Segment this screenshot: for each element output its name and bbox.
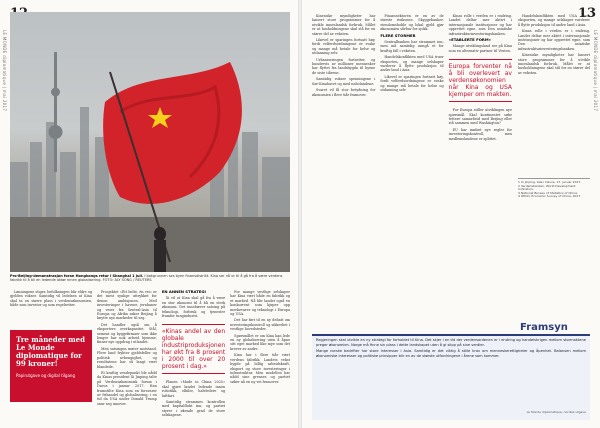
paragraph: Sentralbanken har strammet inn, men må samtidig unngå et for kraftig fall i veksten. — [380, 40, 444, 53]
left-col-4 — [230, 290, 290, 420]
right-col-4-wrap — [518, 14, 590, 174]
paragraph: Spørsmålet er om Kina kan lede en ny globalisering uten å åpne sitt eget marked like mye som det krever av andre. — [230, 333, 290, 351]
paragraph: Regjeringen skal utvikle en ny strategi for forholdet til Kina. Det skjer i en tid der verdensordenen er i endring og handelskrigen mellom stormaktene preger økonomien. Norge må finne sin plass i dette landskapet uten å gi slipp på sine verdier. — [316, 338, 586, 347]
paragraph: Kina har i flere tiår vært verdens fabrikk. Landets vekst bygde på billig arbeidskraft, eksport og store investeringer i infrastruktur. Men modellen har nådd sine grenser, og partiet søker nå en ny vei framover. — [230, 353, 290, 384]
paragraph: Mange norske bedrifter har store interesser i Asia. Samtidig er det viktig å stille krav om menneskerettigheter og åpenhet. Balansen mellom økonomiske interesser og politiske prinsipper blir en av de største utfordringene i årene som kommer. — [316, 349, 586, 358]
framsyn-heading: Framsyn — [520, 322, 568, 333]
paragraph: Xi vil at Kina skal gå fra å være en stor økonomi til å bli en sterk økonomi. Det innebærer satsing på teknologi, forbruk og tjenester framfor tungindustri. — [161, 296, 226, 319]
framsyn-signature: Le Monde diplomatique, nordisk utgave — [526, 410, 586, 414]
right-col-1 — [312, 14, 375, 324]
footnote: 2 Verdensbanken, World Development Indicators. — [518, 183, 576, 192]
paragraph: Samtidig strammes kontrollen med kapitalflukt inn, og partiet styrer i økende grad de store selskapene. — [161, 400, 226, 418]
side-label-left: LE MONDE diplomatique | mai 2017 — [2, 30, 7, 112]
subheading: «ETABLERTE FORM» — [448, 37, 492, 43]
paragraph: Kinas rolle i verden er i endring. Landet deltar mer aktivt i internasjonale institusjoner og har opprettet egne, som Den asiatiske infrastrukturinvesteringsbanken. — [448, 14, 512, 36]
paragraph: Likevel er sparingen fortsatt høy, fordi velferdsordningene er svake og mange må betale for helse og utdanning selv. — [312, 38, 376, 56]
paragraph: Svaret vil få stor betydning for økonomien i flere tiår framover. — [312, 88, 376, 97]
pull-quote-left: «Kinas andel av den globale industriproduksjonen har økt fra 8 prosent i 2000 til over 20 prosent i dag.» — [162, 324, 225, 374]
left-col-1 — [10, 290, 92, 328]
paragraph: For mange vestlige selskaper har Kina vært både en fabrikk og et marked. Nå blir landet også en konkurrent som kjøper opp merkevarer og teknologi i Europa og USA. — [230, 290, 290, 317]
paragraph: Lønningene stiger, befolkningen blir eldre og gjelden vokser. Samtidig vil ledelsen at Kina skal ta en større plass i verdensøkonomien, både som investor og som regelsetter. — [10, 290, 92, 308]
right-columns — [312, 14, 512, 324]
photo-caption — [10, 274, 290, 282]
ad-title[interactable]: Tre måneder med Le Monde diplomatique for 99 kroner! — [16, 335, 85, 368]
paragraph: Planen «Made in China 2025» skal gjøre landet ledende innen robotikk, elbiler, halvledere og luftfart. — [161, 380, 226, 398]
left-col-1-wrap — [10, 290, 92, 328]
paragraph: For Europa stiller utviklingen nye spørsmål. Skal kontinentet søke tettere samarbeid med Beijing eller stå sammen med Washington? — [448, 108, 512, 126]
feature-photo — [10, 12, 290, 272]
footnote: 1 Xi Jinping, tale i Davos, 17. januar 2017. — [518, 180, 582, 184]
footnote: 3 National Bureau of Statistics of China. — [518, 190, 578, 195]
paragraph: Det handler også om å eksportere overkapasitet. Stål, sement og byggefirmaer som ikke lenger har nok arbeid hjemme, finner nye oppdrag i utlandet. — [97, 322, 157, 345]
side-label-right: LE MONDE diplomatique | mai 2017 — [593, 30, 598, 112]
caption-bold: Pro-Beijing-demonstrasjon foran Hongkongs retur i Shanghai 1 juli. — [10, 274, 144, 278]
left-page — [0, 0, 298, 428]
paragraph: Urbaniseringen fortsetter, og hundrevis av millioner mennesker har flyttet fra landsbygda til byene de siste tiårene. — [312, 57, 376, 75]
right-col-3 — [449, 14, 512, 324]
skyline-flag-illustration — [10, 12, 290, 272]
paragraph: Men satsingen møter motstand. Flere land frykter gjeldsfeller og politisk avhengighet, og resultatene har så langt vært blandede. — [97, 346, 157, 369]
paragraph: Handelskonflikten med USA truer eksporten, og mange selskaper vurderer å flytte produksjon til andre land i Asia. — [380, 55, 444, 73]
paragraph: Kinesiske myndigheter har lansert store programmer for å utvikle innenlandsk forbruk. Målet er at husholdningene skal stå for en større del av veksten. — [518, 53, 590, 75]
right-col-2 — [380, 14, 443, 324]
paragraph: Handelskonflikten med USA truer eksporten, og mange selskaper vurderer å flytte produksjon til andre land i Asia. — [518, 14, 590, 27]
footnotes — [518, 178, 590, 199]
right-col-4 — [518, 14, 590, 174]
pull-quote-right: Europa forventer nå å bli overlevert av verdensøkonomien når Kina og USA kjemper om makten. — [449, 59, 512, 102]
paragraph: Prosjektet «Ett belte, én vei» er det mest synlige uttrykket for denne ambisjonen. Med investeringer i havner, jernbaner og veier fra Sentral-Asia til Europa og Afrika søker Beijing å knytte nye markeder til seg. — [97, 290, 157, 321]
paragraph: Mange utviklingsland ser på Kina som en alternativ partner til Vesten. — [448, 44, 512, 53]
subscription-ad[interactable] — [10, 330, 92, 402]
paragraph: Kinesiske myndigheter har lansert store programmer for å utvikle innenlandsk forbruk. Målet er at husholdningene skal stå for en større del av veksten. — [312, 14, 376, 36]
paragraph: EU har innført nye regler for investeringskontroll, men medlemslandene er splittet. — [448, 127, 512, 141]
paragraph: Likevel er sparingen fortsatt høy, fordi velferdsordningene er svake og mange må betale for helse og utdanning selv. — [380, 74, 444, 93]
left-col-2 — [97, 290, 157, 420]
left-col-3 — [162, 290, 225, 420]
framsyn-text — [316, 338, 586, 360]
caption-text: I bakgrunnen ses byen finansdistrikt. Kina ser nå ut til å gå fra å være verdens fabrikk til å bli en ledende aktør innen globalisering. FOTO: ALY SONG / REUTERS — [10, 274, 283, 282]
subheading: FLERE STORMER — [380, 32, 416, 38]
subheading: EN ANNEN STRATEGI — [161, 289, 206, 294]
page-number-right: 13 — [578, 6, 597, 21]
paragraph: Et kraftig vendepunkt ble nådd da Kinas president Xi Jinping talte på Verdensøkonomisk forum i Davos i januar 2017. Han framstilte Kina som en forsvarer av frihandel og globalisering, i en tid da USA under Donald Trump snur seg innover. — [97, 370, 157, 406]
paragraph: Finanssektoren er en av de største risikoene. Skyggebanker, eiendomsboble og lokal gjeld gjør økonomien sårbar for sjokk. — [380, 14, 444, 32]
footnote: 4 OECD, Economic Survey of China, 2017. — [518, 194, 582, 199]
paragraph: Samtidig vokser spenningene i Sør-Kinahavet og med nabolandene. — [312, 77, 376, 86]
paragraph: Det har ført til en ny debatt om investeringskontroll og sikkerhet i vestlige hovedsteder. — [230, 318, 290, 332]
paragraph: Kinas rolle i verden er i endring. Landet deltar mer aktivt i internasjonale institusjoner og har opprettet egne, som Den asiatiske infrastrukturinvesteringsbanken. — [518, 29, 590, 51]
ad-subtitle: Papirutgave og digital tilgang — [16, 373, 75, 378]
